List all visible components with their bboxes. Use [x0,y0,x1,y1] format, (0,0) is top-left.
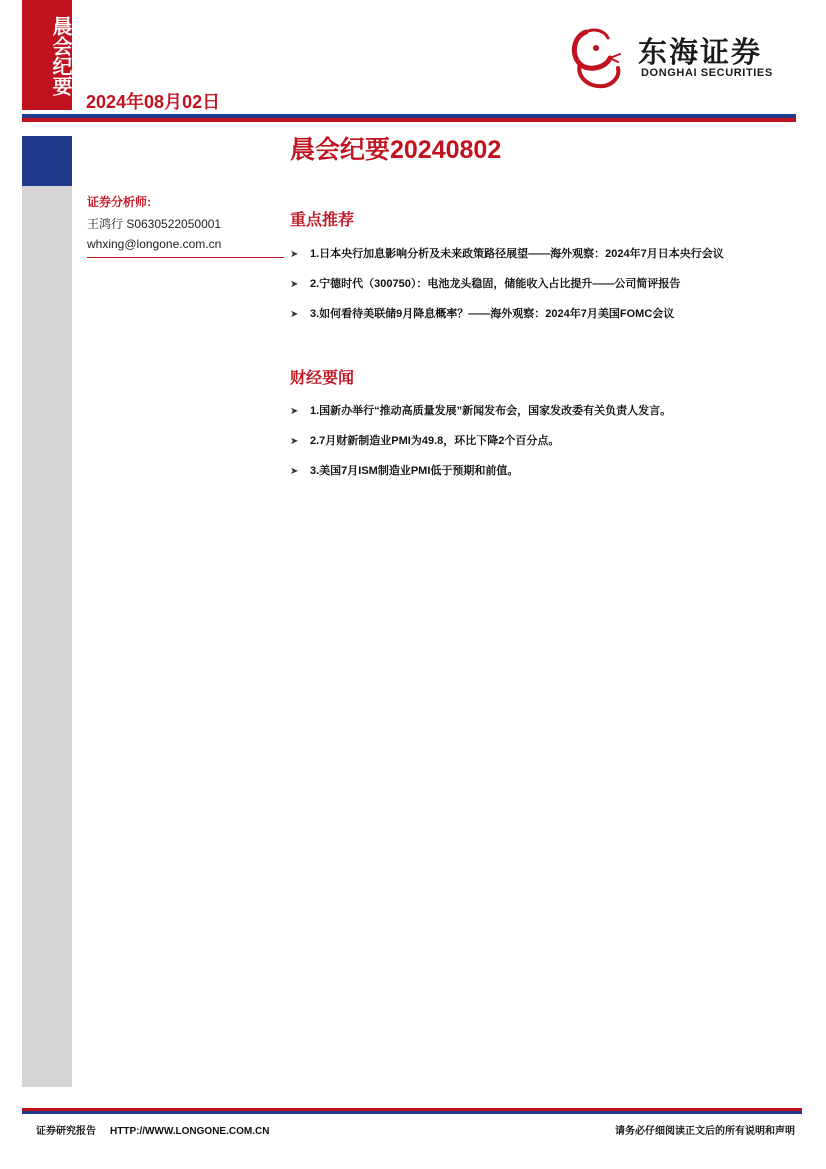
footer-divider [22,1108,802,1114]
section-title-news: 财经要闻 [290,370,355,387]
page-title: 晨会纪要20240802 [290,136,502,164]
list-item[interactable] [290,432,559,448]
footer-disclaimer: 请务必仔细阅读正文后的所有说明和声明 [615,1126,795,1137]
sidebar-blue-block [22,136,72,186]
analyst-divider [87,257,284,258]
arrow-bullet-icon: ➤ [290,279,299,290]
logo-name-cn: 东海证券 [638,35,763,69]
list-item-text: 2.宁德时代（300750）：电池龙头稳固，储能收入占比提升——公司简评报告 [310,278,681,290]
list-item-text: 1.国新办举行“推动高质量发展”新闻发布会，国家发改委有关负责人发言。 [310,405,672,417]
side-tab [22,0,72,110]
list-item[interactable] [290,275,680,291]
list-item-text: 3.如何看待美联储9月降息概率？——海外观察：2024年7月美国FOMC会议 [310,308,675,320]
arrow-bullet-icon: ➤ [290,309,299,320]
arrow-bullet-icon: ➤ [290,249,299,260]
arrow-bullet-icon: ➤ [290,436,299,447]
section-title-recommend: 重点推荐 [290,212,355,229]
footer-url-link[interactable]: HTTP://WWW.LONGONE.COM.CN [110,1126,270,1137]
list-item[interactable] [290,462,518,478]
sidebar-column [22,136,72,1087]
list-item-text: 3.美国7月ISM制造业PMI低于预期和前值。 [310,465,519,477]
list-item[interactable] [290,402,671,418]
analyst-name: 王鸿行 S0630522050001 [87,217,222,231]
list-item-text: 1.日本央行加息影响分析及未来政策路径展望——海外观察：2024年7月日本央行会议 [310,248,724,260]
list-item[interactable] [290,245,724,261]
header-divider [22,114,796,122]
analyst-info [87,193,287,258]
arrow-bullet-icon: ➤ [290,466,299,477]
footer-left [36,1122,283,1137]
list-item[interactable] [290,305,674,321]
arrow-bullet-icon: ➤ [290,406,299,417]
report-date: 2024年08月02日 [86,92,221,112]
list-item-text: 2.7月财新制造业PMI为49.8，环比下降2个百分点。 [310,435,560,447]
logo-name-en: DONGHAI SECURITIES [641,67,773,79]
analyst-label: 证券分析师: [87,195,151,209]
company-logo [566,24,796,94]
dragon-logo-icon [566,24,632,94]
analyst-email[interactable]: whxing@longone.com.cn [87,237,222,251]
side-tab-label: 晨会纪要 [49,16,71,96]
footer-report-type: 证券研究报告 [36,1126,96,1137]
